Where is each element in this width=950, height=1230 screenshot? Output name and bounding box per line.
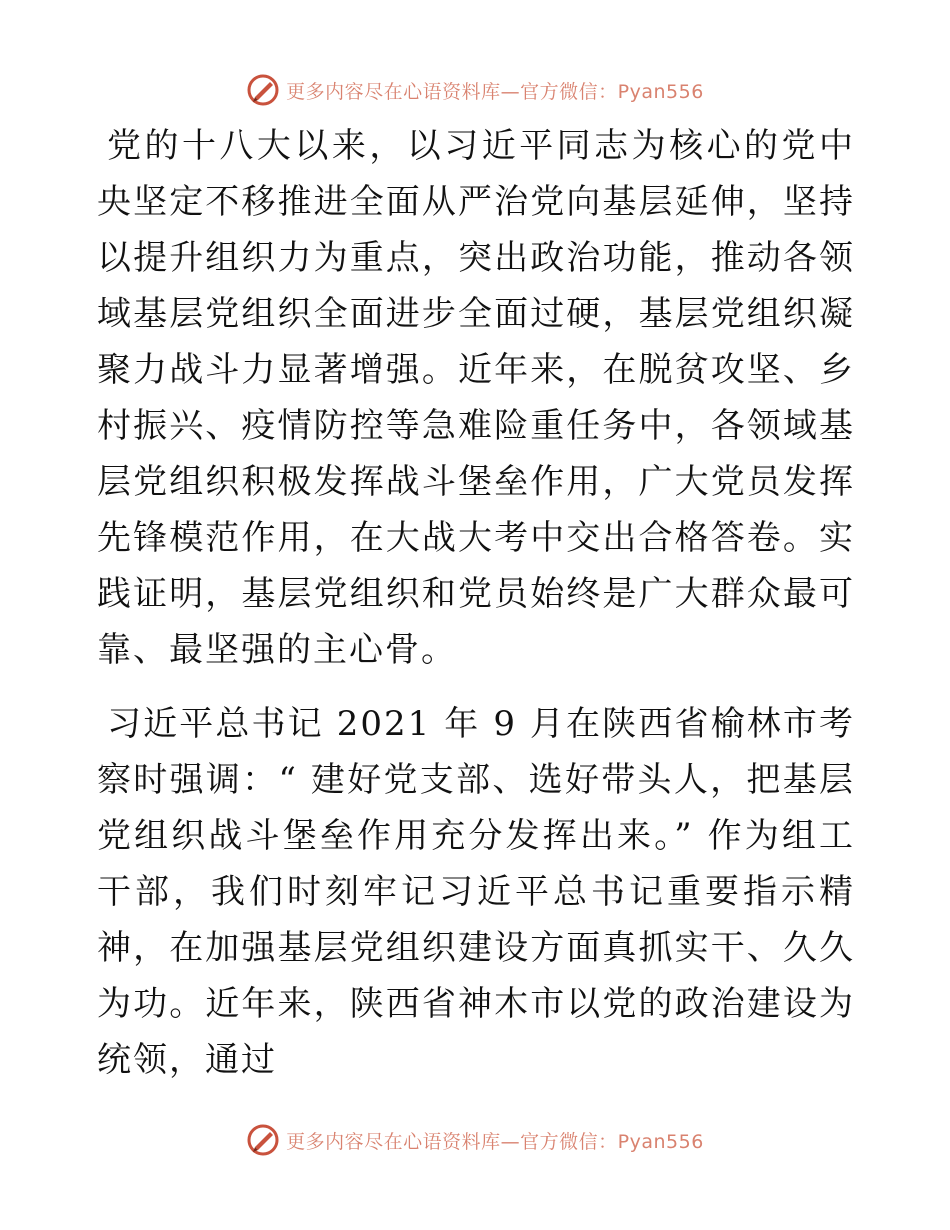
- watermark-text: 更多内容尽在心语资料库—官方微信：Pyan556: [286, 1130, 704, 1153]
- header-watermark: [0, 70, 950, 110]
- paragraph-2: 习近平总书记 2021 年 9 月在陕西省榆林市考察时强调：“ 建好党支部、选好带头人，把基层党组织战斗堡垒作用充分发挥出来。” 作为组工干部，我们时刻牢记习近平总书记重要指示精神，在加强基层党组织建设方面真抓实干、久久为功。近年来，陕西省神木市以党的政治建设为统领，通过: [97, 704, 855, 1080]
- logo-icon: [246, 1123, 280, 1157]
- footer-watermark: [0, 1120, 950, 1160]
- paragraph-1: 党的十八大以来，以习近平同志为核心的党中央坚定不移推进全面从严治党向基层延伸，坚持以提升组织力为重点，突出政治功能，推动各领域基层党组织全面进步全面过硬，基层党组织凝聚力战斗力显著增强。近年来，在脱贫攻坚、乡村振兴、疫情防控等急难险重任务中，各领域基层党组织积极发挥战斗堡垒作用，广大党员发挥先锋模范作用，在大战大考中交出合格答卷。实践证明，基层党组织和党员始终是广大群众最可靠、最坚强的主心骨。: [97, 126, 855, 670]
- logo-icon: [246, 73, 280, 107]
- watermark-text: 更多内容尽在心语资料库—官方微信：Pyan556: [286, 80, 704, 103]
- document-body: [97, 118, 855, 1106]
